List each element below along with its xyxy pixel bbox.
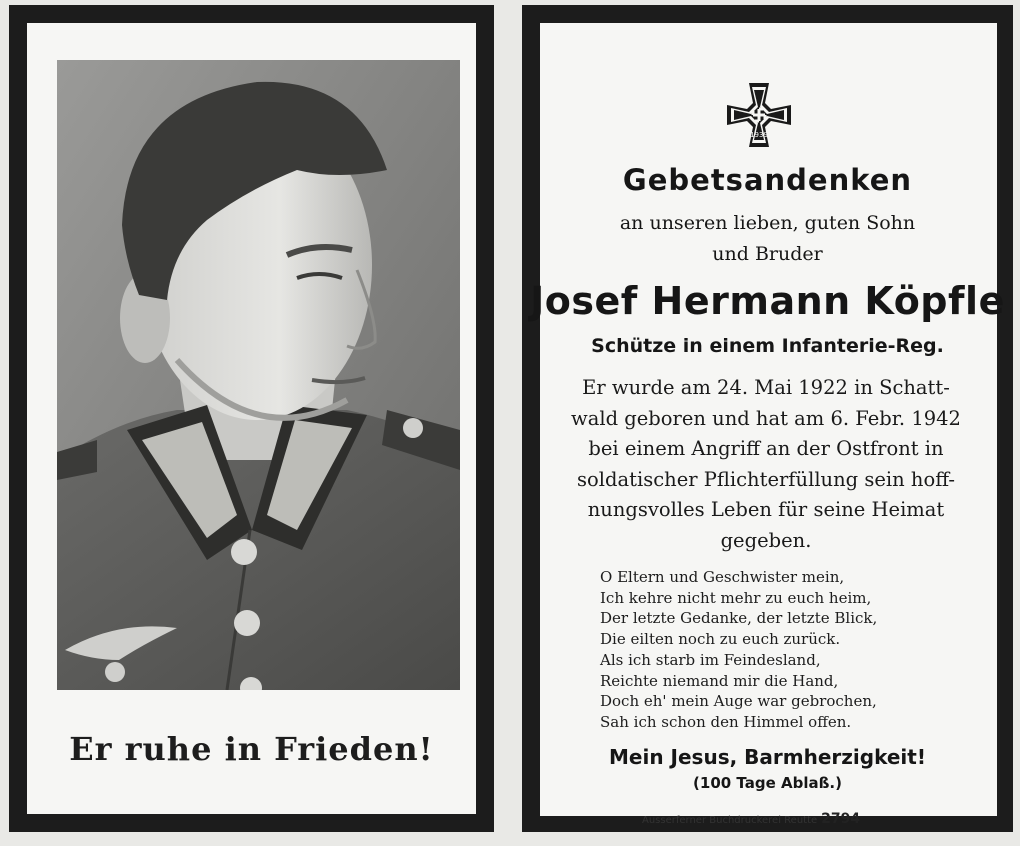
- military-rank: Schütze in einem Infanterie-Reg.: [591, 335, 944, 357]
- deceased-name: Josef Hermann Köpfle: [530, 279, 1005, 323]
- poem-line: Ich kehre nicht mehr zu euch heim,: [600, 588, 872, 607]
- card-title: Gebetsandenken: [622, 163, 913, 197]
- poem-line: O Eltern und Geschwister mein,: [600, 568, 845, 586]
- closing-prayer: Mein Jesus, Barmherzigkeit!: [609, 745, 926, 769]
- printer-imprint: [642, 811, 860, 827]
- poem-line: Als ich starb im Feindesland,: [600, 650, 821, 669]
- bio-line: soldatischer Pflichterfüllung sein hoff-: [577, 467, 955, 491]
- poem-line: Reichte niemand mir die Hand,: [600, 671, 839, 690]
- poem-line: Die eilten noch zu euch zurück.: [600, 630, 841, 649]
- biography: [566, 373, 966, 556]
- bio-line: gegeben.: [720, 528, 812, 552]
- indulgence-note: (100 Tage Ablaß.): [693, 774, 842, 792]
- rest-in-peace-motto: Er ruhe in Frieden!: [69, 730, 434, 768]
- poem-line: Sah ich schon den Himmel offen.: [600, 712, 852, 731]
- portrait-photo: [57, 60, 460, 690]
- bio-line: Er wurde am 24. Mai 1922 in Schatt-: [582, 376, 950, 399]
- iron-cross-icon: [725, 81, 793, 149]
- printer-number: 2794: [821, 811, 861, 827]
- left-card: [9, 5, 494, 832]
- dedication-line-2: und Bruder: [712, 243, 823, 265]
- poem-line: Der letzte Gedanke, der letzte Blick,: [600, 609, 878, 628]
- bio-line: wald geboren und hat am 6. Febr. 1942: [571, 406, 961, 430]
- bio-line: nungsvolles Leben für seine Heimat: [587, 498, 945, 521]
- memorial-poem: [600, 567, 960, 733]
- bio-line: bei einem Angriff an der Ostfront in: [588, 437, 944, 460]
- printer-name: Ausserferner Buchdruckerei Reutte: [642, 815, 818, 826]
- poem-line: Doch eh' mein Auge war gebrochen,: [600, 692, 877, 711]
- svg-text:1939: 1939: [750, 131, 768, 139]
- right-card: [522, 5, 1013, 832]
- dedication-line-1: an unseren lieben, guten Sohn: [619, 212, 916, 234]
- soldier-portrait-image: [57, 60, 460, 690]
